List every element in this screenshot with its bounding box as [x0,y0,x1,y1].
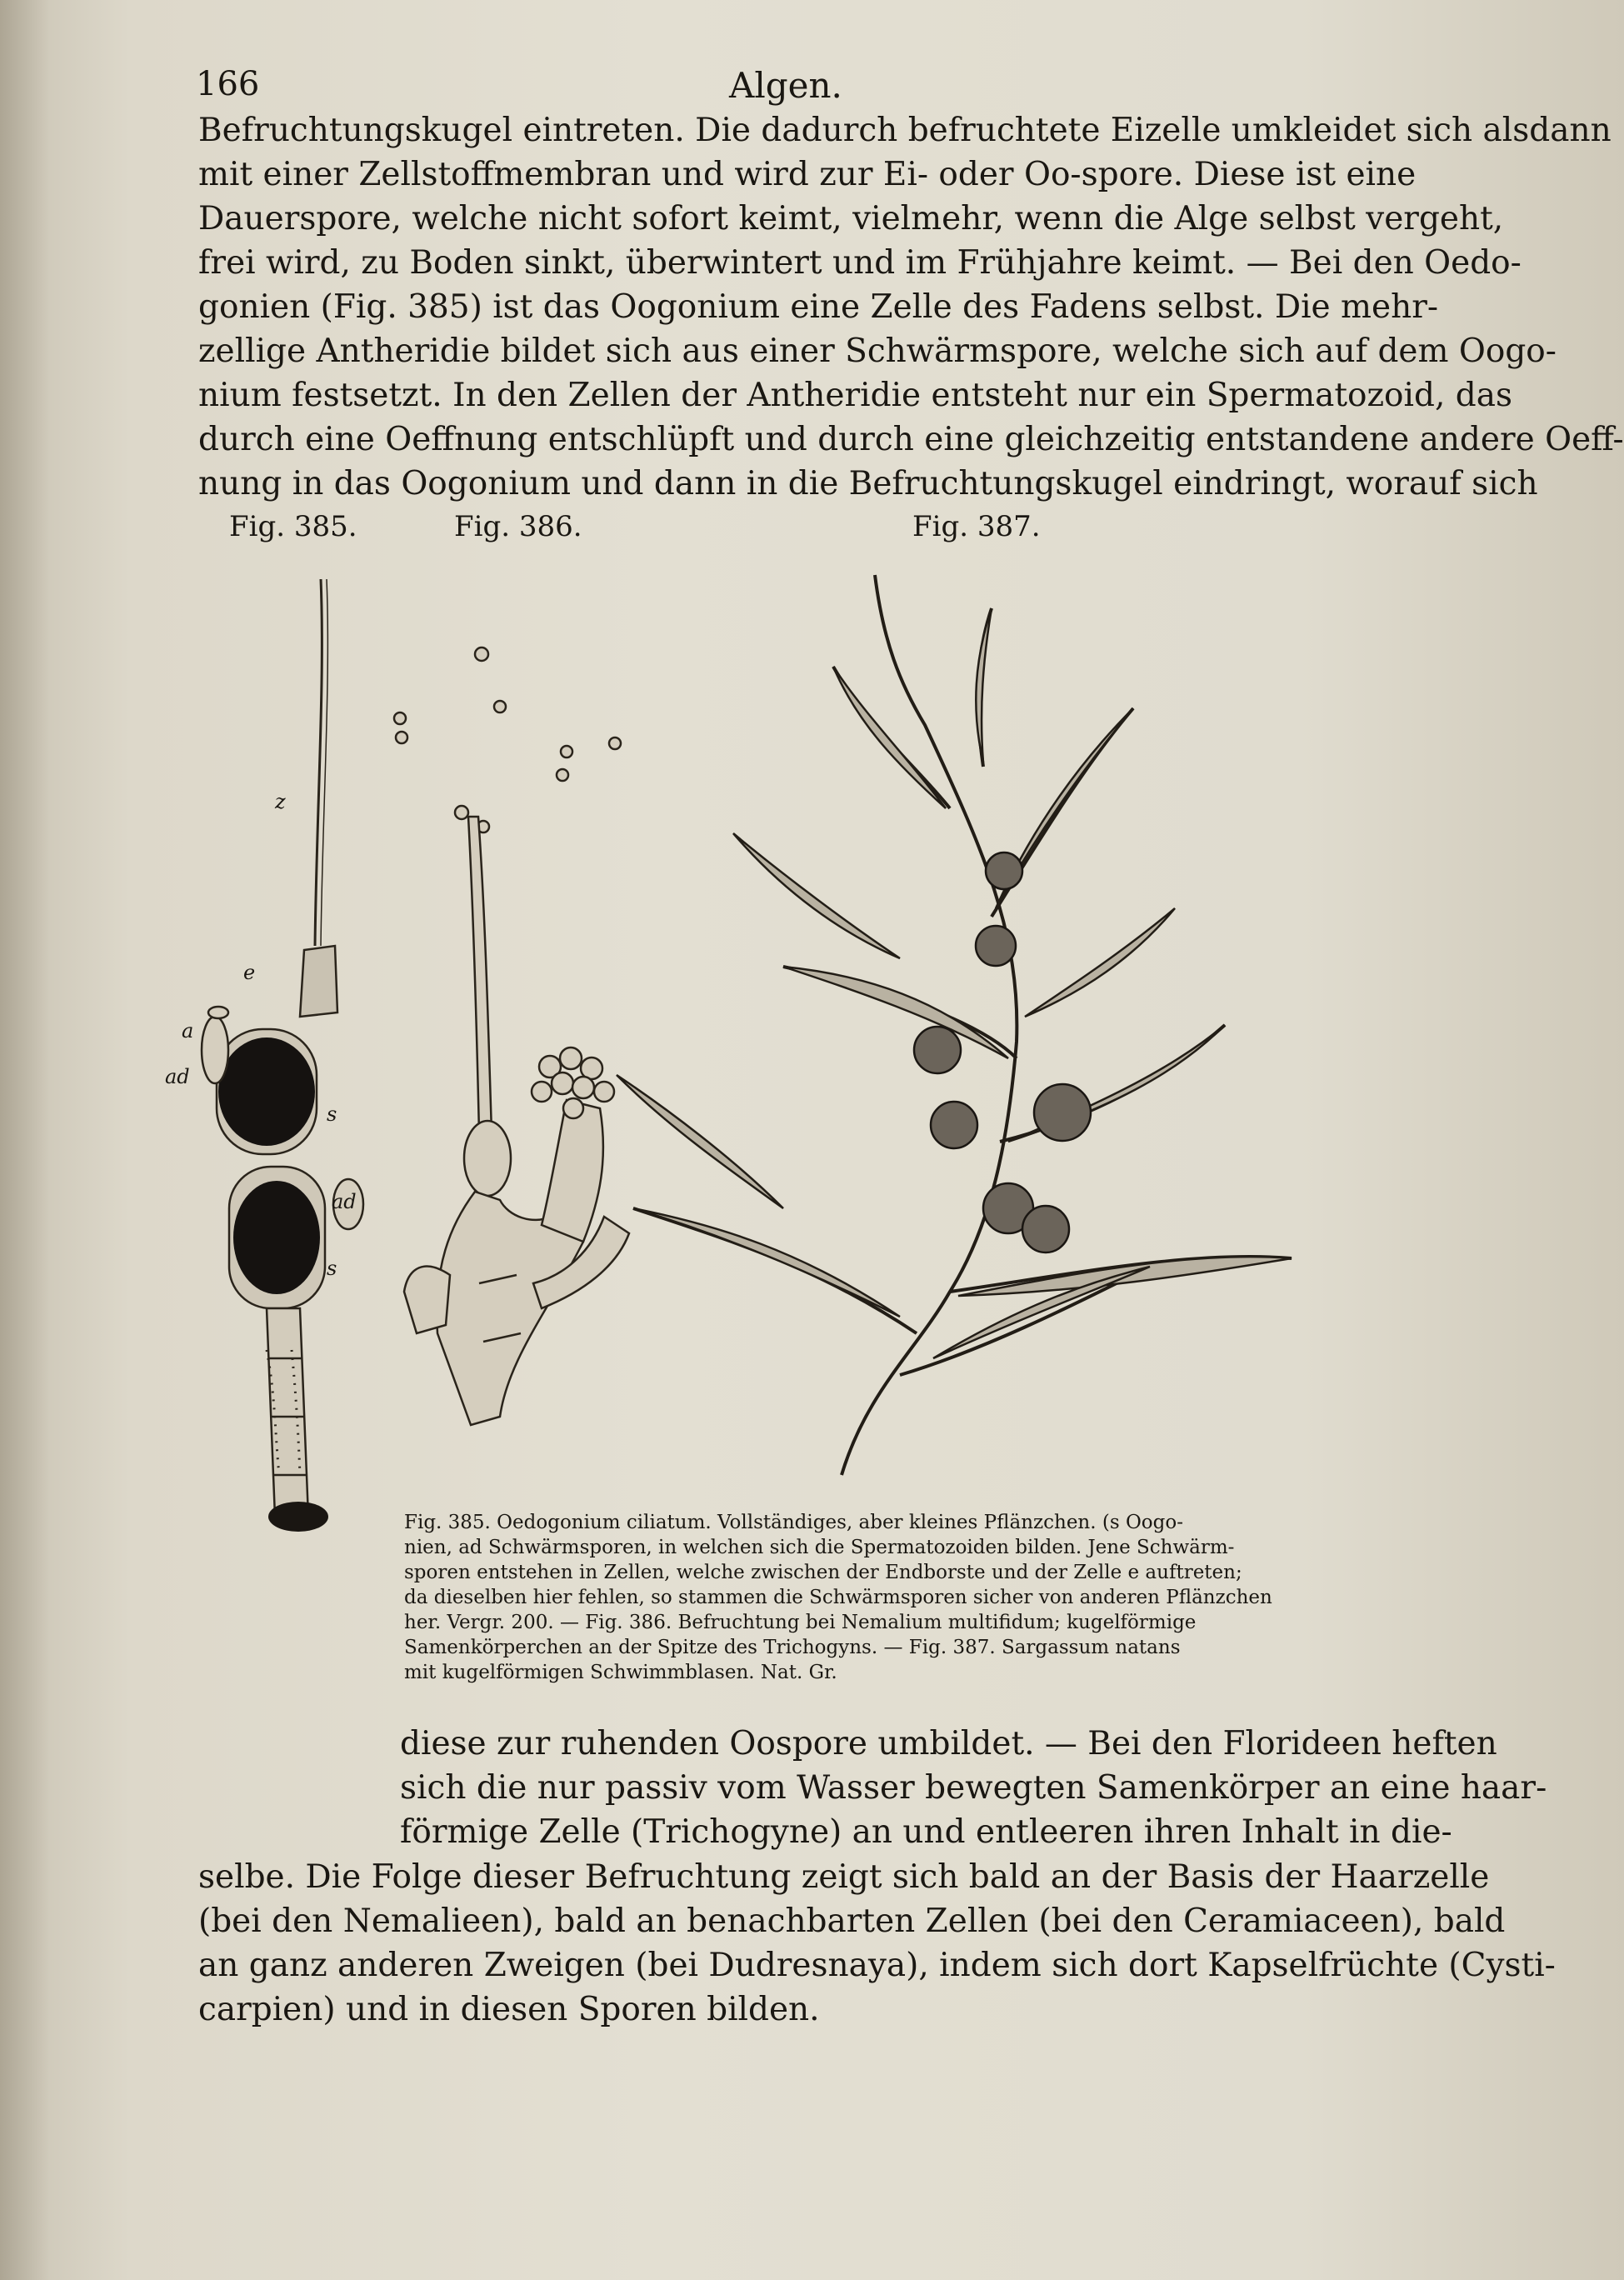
oedogonium-illustration [202,579,363,1532]
filament-lower [267,1308,308,1517]
text-line: Dauerspore, welche nicht sofort keimt, vielmehr, wenn die Alge selbst vergeht, [198,200,1504,238]
paragraph-bottom [198,1855,1556,2032]
cell-e [300,946,337,1017]
figure-illustrations [150,558,1375,1500]
cystocarp-cluster [532,1048,614,1118]
text-line: (bei den Nemalieen), bald an benachbarten Zellen (bei den Ceramiaceen), bald [198,1902,1506,1940]
figure-label-386: Fig. 386. [454,510,582,543]
text-line: nung in das Oogonium und dann in die Befruchtungskugel eindringt, worauf sich [198,465,1538,502]
letter-a: a [182,1019,194,1042]
caption-line: her. Vergr. 200. — Fig. 386. Befruchtung bei Nemalium multifidum; kugelförmige [404,1612,1197,1633]
text-line: nium festsetzt. In den Zellen der Antheridie entsteht nur ein Spermatozoid, das [198,377,1512,414]
figure-label-385: Fig. 385. [229,510,357,543]
text-line: selbe. Die Folge dieser Befruchtung zeigt sich bald an der Basis der Haarzelle [198,1858,1490,1896]
figure-svg [150,558,1375,1500]
letter-s-bottom: s [327,1257,337,1280]
letter-z: z [275,790,286,813]
end-bristle [315,579,322,946]
text-line: diese zur ruhenden Oospore umbildet. — Bei den Florideen heften [400,1725,1497,1762]
main-stem [842,575,1017,1475]
caption-line: Samenkörperchen an der Spitze des Trichogyns. — Fig. 387. Sargassum natans [404,1637,1181,1658]
upper-oospore [218,1038,315,1146]
figure-caption [404,1510,1333,1685]
holdfast [268,1502,328,1532]
letter-ad-left: ad [165,1065,190,1088]
nemalium-illustration [394,648,629,1425]
paragraph-middle [400,1722,1547,1854]
text-line: gonien (Fig. 385) ist das Oogonium eine Zelle des Fadens selbst. Die mehr- [198,288,1439,326]
text-line: förmige Zelle (Trichogyne) an und entleeren ihren Inhalt in die- [400,1813,1452,1851]
figure-label-387: Fig. 387. [912,510,1041,543]
letter-e: e [243,961,256,984]
caption-line: Fig. 385. Oedogonium ciliatum. Vollständiges, aber kleines Pflänzchen. (s Oogo- [404,1512,1183,1533]
sargassum-leaves [617,608,1292,1358]
text-line: sich die nur passiv vom Wasser bewegten Samenkörper an eine haar- [400,1769,1547,1807]
running-head: Algen. [729,65,842,106]
text-line: mit einer Zellstoffmembran und wird zur Ei- oder Oo-spore. Diese ist eine [198,156,1417,193]
caption-line: sporen entstehen in Zellen, welche zwischen der Endborste und der Zelle e auftreten; [404,1562,1242,1583]
lower-oospore [233,1181,320,1294]
caption-line: mit kugelförmigen Schwimmblasen. Nat. Gr. [404,1662,837,1683]
antherozoid [208,1007,228,1018]
caption-line: nien, ad Schwärmsporen, in welchen sich die Spermatozoiden bilden. Jene Schwärm- [404,1537,1235,1558]
page-number: 166 [196,65,260,103]
text-line: durch eine Oeffnung entschlüpft und durch eine gleichzeitig entstandene andere Oeff- [198,421,1624,458]
caption-line: da dieselben hier fehlen, so stammen die Schwärmsporen sicher von anderen Pflänzchen [404,1587,1272,1608]
text-line: frei wird, zu Boden sinkt, überwintert und im Frühjahre keimt. — Bei den Oedo- [198,244,1522,282]
text-line: an ganz anderen Zweigen (bei Dudresnaya), indem sich dort Kapselfrüchte (Cysti- [198,1947,1556,1984]
text-line: Befruchtungskugel eintreten. Die dadurch befruchtete Eizelle umkleidet sich alsdann [198,112,1612,149]
trichogyne [468,817,492,1133]
page-header [196,65,1337,115]
dwarf-male-left [202,1017,228,1083]
text-line: zellige Antheridie bildet sich aus einer Schwärmspore, welche sich auf dem Oogo- [198,332,1557,370]
letter-ad-right: ad [332,1190,357,1213]
paragraph-top [198,108,1624,506]
binding-shadow [0,0,50,2280]
letter-s-top: s [327,1102,337,1126]
text-line: carpien) und in diesen Sporen bilden. [198,1991,820,2028]
